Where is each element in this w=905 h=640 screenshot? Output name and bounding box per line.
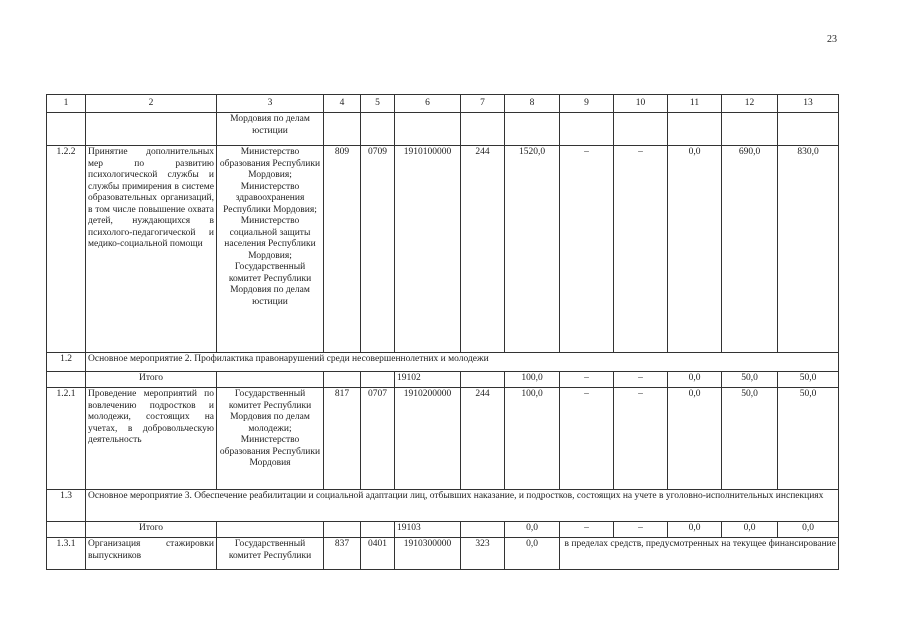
- row-number: 1.3: [47, 490, 86, 522]
- table-row-continuation: [47, 113, 839, 146]
- table-row-1-3-1: [47, 538, 839, 570]
- table-row-total: [47, 522, 839, 538]
- cell-y2: –: [614, 372, 668, 388]
- measure-name: Проведение мероприятий по вовлечению подростков и молодежи, состоящих на учетах, в добровольческую деятельность: [86, 388, 217, 490]
- header-row: [47, 95, 839, 113]
- cell-y1: –: [560, 522, 614, 538]
- main-measure-text: Основное мероприятие 3. Обеспечение реабилитации и социальной адаптации лиц, отбывших наказание, и подростков, состоящих на учете в уголовно-исполнительных инспекциях: [86, 490, 839, 522]
- row-number: 1.3.1: [47, 538, 86, 570]
- table-row-1-2-2: [47, 146, 839, 353]
- executor-cell: Министерство образования Республики Мордовия; Министерство здравоохранения Республики Мордовия; Министерство социальной защиты населения Республики Мордовия; Государственный комитет Республики Мордовия по делам юстиции: [217, 146, 324, 353]
- cell-y4: 50,0: [722, 372, 778, 388]
- page-number: 23: [827, 34, 837, 45]
- table-row-total: [47, 372, 839, 388]
- executor-cell: Государственный комитет Республики: [217, 538, 324, 570]
- budget-table: [46, 94, 839, 570]
- main-measure-text: Основное мероприятие 2. Профилактика правонарушений среди несовершеннолетних и молодежи: [86, 353, 839, 372]
- cell-target: 1910300000: [395, 538, 461, 570]
- row-number: 1.2.1: [47, 388, 86, 490]
- cell-y5: 50,0: [778, 388, 839, 490]
- header-cell: 7: [461, 95, 505, 113]
- header-cell: 3: [217, 95, 324, 113]
- cell-target: 19103: [395, 522, 461, 538]
- header-cell: 12: [722, 95, 778, 113]
- header-cell: 11: [668, 95, 722, 113]
- cell-total: 0,0: [505, 538, 560, 570]
- financing-note: в пределах средств, предусмотренных на текущее финансирование: [560, 538, 839, 570]
- cell-grbs: 837: [324, 538, 361, 570]
- cell-section: 0401: [361, 538, 395, 570]
- total-label: Итого: [86, 522, 217, 538]
- header-cell: 8: [505, 95, 560, 113]
- cell-total: 100,0: [505, 372, 560, 388]
- cell-section: 0707: [361, 388, 395, 490]
- executor-cell: Мордовия по делам юстиции: [217, 113, 324, 146]
- total-label: Итого: [86, 372, 217, 388]
- table-row-1-2: [47, 353, 839, 372]
- header-cell: 10: [614, 95, 668, 113]
- table-row-1-2-1: [47, 388, 839, 490]
- cell-y5: 0,0: [778, 522, 839, 538]
- cell-target: 1910100000: [395, 146, 461, 353]
- table-row-1-3: [47, 490, 839, 522]
- cell-grbs: 809: [324, 146, 361, 353]
- cell-y4: 690,0: [722, 146, 778, 353]
- header-cell: 13: [778, 95, 839, 113]
- header-cell: 9: [560, 95, 614, 113]
- cell-y5: 50,0: [778, 372, 839, 388]
- cell-target: 1910200000: [395, 388, 461, 490]
- cell-y1: –: [560, 388, 614, 490]
- measure-name: Организация стажировки выпускников: [86, 538, 217, 570]
- cell-y2: –: [614, 388, 668, 490]
- cell-y2: –: [614, 522, 668, 538]
- executor-cell: Государственный комитет Республики Мордовия по делам молодежи; Министерство образования Республики Мордовия: [217, 388, 324, 490]
- header-cell: 5: [361, 95, 395, 113]
- cell-y2: –: [614, 146, 668, 353]
- row-number: 1.2.2: [47, 146, 86, 353]
- cell-y4: 0,0: [722, 522, 778, 538]
- header-cell: 2: [86, 95, 217, 113]
- header-cell: 1: [47, 95, 86, 113]
- measure-name: Принятие дополнительных мер по развитию психологической службы и службы примирения в системе образовательных организаций, в том числе повышение охвата детей, нуждающихся в психолого-педагогической и медико-социальной помощи: [86, 146, 217, 353]
- cell-y5: 830,0: [778, 146, 839, 353]
- cell-total: 0,0: [505, 522, 560, 538]
- cell-y4: 50,0: [722, 388, 778, 490]
- cell-y3: 0,0: [668, 388, 722, 490]
- header-cell: 4: [324, 95, 361, 113]
- cell-total: 1520,0: [505, 146, 560, 353]
- cell-type: 244: [461, 146, 505, 353]
- cell-y3: 0,0: [668, 372, 722, 388]
- cell-y3: 0,0: [668, 522, 722, 538]
- cell-y1: –: [560, 146, 614, 353]
- cell-grbs: 817: [324, 388, 361, 490]
- row-number: 1.2: [47, 353, 86, 372]
- cell-type: 244: [461, 388, 505, 490]
- cell-type: 323: [461, 538, 505, 570]
- cell-y3: 0,0: [668, 146, 722, 353]
- cell-target: 19102: [395, 372, 461, 388]
- cell-section: 0709: [361, 146, 395, 353]
- cell-y1: –: [560, 372, 614, 388]
- header-cell: 6: [395, 95, 461, 113]
- cell-total: 100,0: [505, 388, 560, 490]
